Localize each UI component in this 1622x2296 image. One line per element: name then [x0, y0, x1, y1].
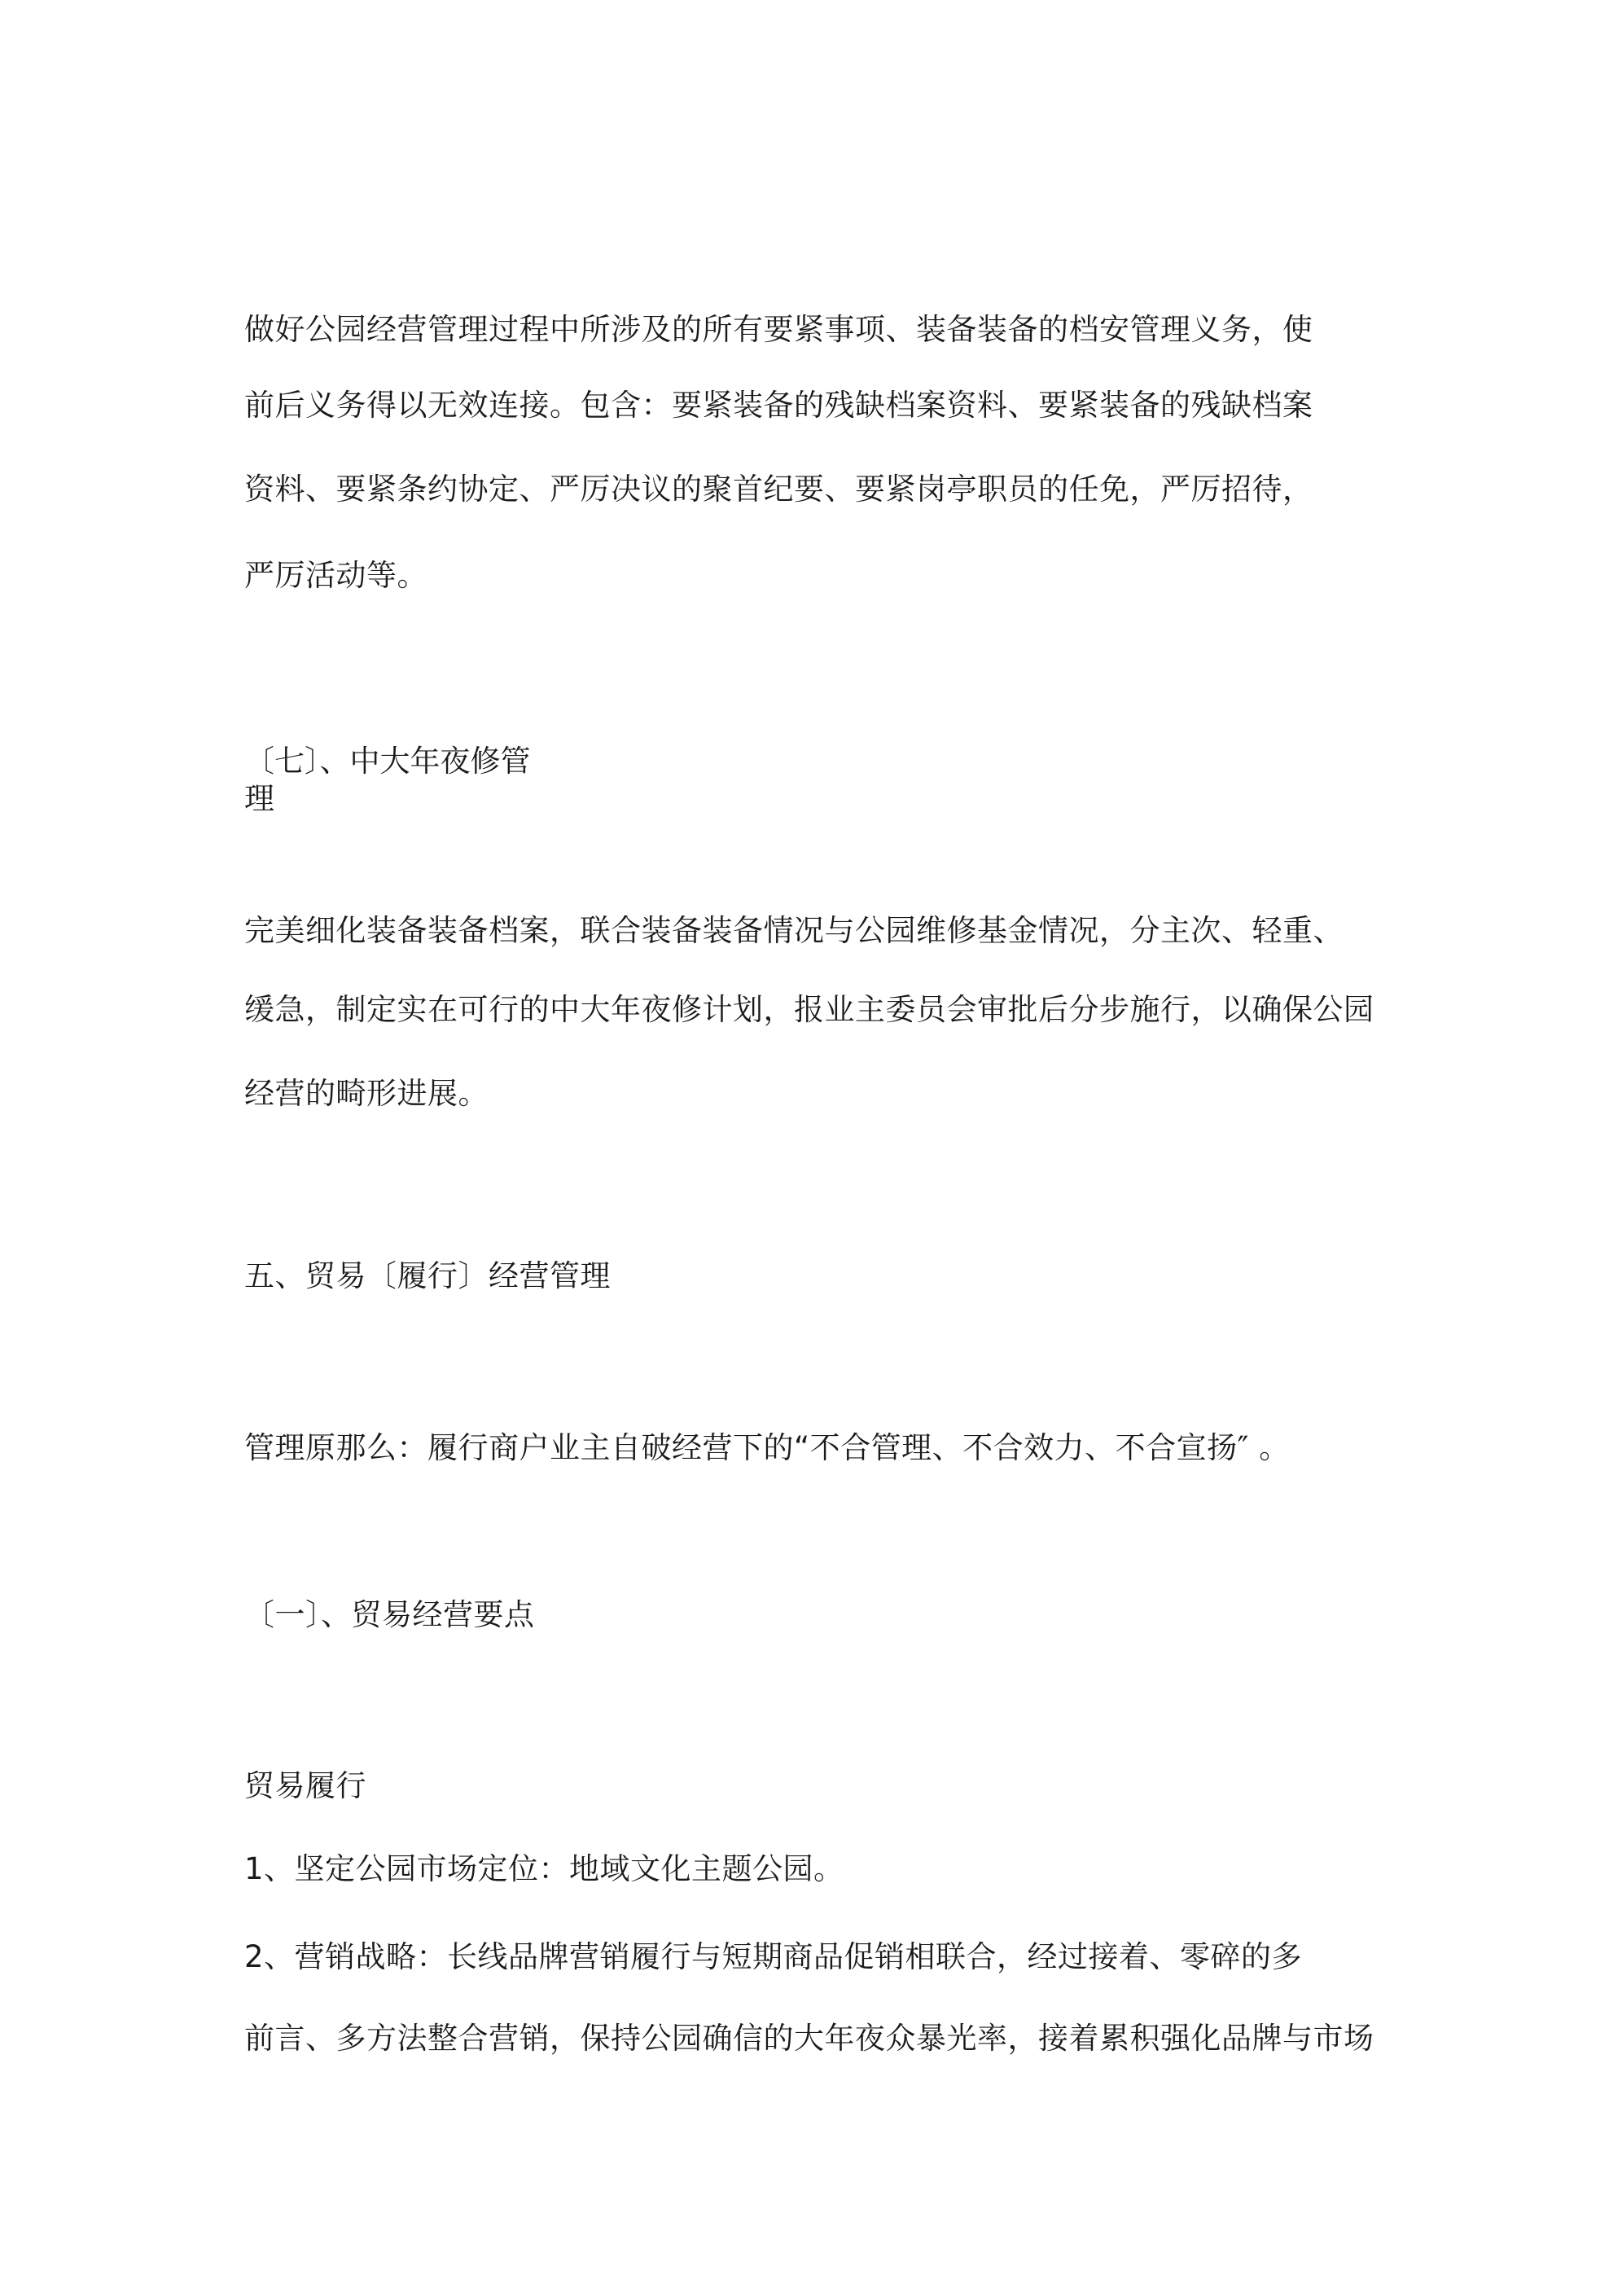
paragraph-1-line-2: 前后义务得以无效连接。包含：要紧装备的残缺档案资料、要紧装备的残缺档案 — [244, 388, 1313, 423]
list-item-2-line-2: 前言、多方法整合营销，保持公园确信的大年夜众暴光率，接着累积强化品牌与市场 — [244, 2021, 1374, 2056]
subheading-commerce: 贸易履行 — [244, 1768, 366, 1803]
section-heading-five: 五、贸易〔履行〕经营管理 — [244, 1258, 611, 1293]
paragraph-2-line-2: 缓急，制定实在可行的中大年夜修计划，报业主委员会审批后分步施行，以确保公园 — [244, 992, 1374, 1027]
list-item-2-line-1: 2、营销战略：长线品牌营销履行与短期商品促销相联合，经过接着、零碎的多 — [244, 1939, 1303, 1974]
paragraph-2-line-1: 完美细化装备装备档案，联合装备装备情况与公园维修基金情况，分主次、轻重、 — [244, 913, 1344, 948]
paragraph-2-line-3: 经营的畸形进展。 — [244, 1076, 489, 1111]
list-item-1: 1、坚定公园市场定位：地域文化主题公园。 — [244, 1851, 844, 1886]
section-heading-seven: 〔七〕、中大年夜修管理 — [244, 744, 531, 816]
section-heading-one: 〔一〕、贸易经营要点 — [244, 1597, 535, 1632]
paragraph-1-line-3: 资料、要紧条约协定、严厉决议的聚首纪要、要紧岗亭职员的任免，严厉招待， — [244, 472, 1313, 507]
management-principle: 管理原那么：履行商户业主自破经营下的“不合管理、不合效力、不合宣扬″ 。 — [244, 1430, 1290, 1465]
paragraph-1-line-4: 严厉活动等。 — [244, 558, 427, 593]
paragraph-1-line-1: 做好公园经营管理过程中所涉及的所有要紧事项、装备装备的档安管理义务，使 — [244, 312, 1313, 347]
